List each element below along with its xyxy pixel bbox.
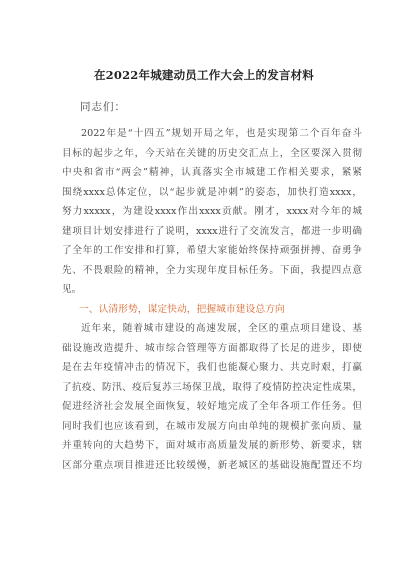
document-body — [62, 124, 362, 475]
paragraph-line: 础设施改造提升、城市综合管理等方面都取得了长足的进步，即使 — [62, 342, 362, 354]
paragraph-line: 了抗疫、防汛、疫后复苏三场保卫战，取得了疫情防控决定性成果， — [62, 381, 362, 393]
paragraph-line: 近年来，随着城市建设的高速发展，全区的重点项目建设、基 — [81, 323, 362, 334]
paragraph-line: 目标的起步之年，今天站在关键的历史交汇点上，全区要深入贯彻 — [62, 147, 362, 159]
section-heading: 一、认清形势，谋定快动，把握城市建设总方向 — [79, 303, 285, 315]
paragraph-line: 并重转向的大趋势下，面对城市高质量发展的新形势、新要求，辖 — [62, 440, 362, 451]
paragraph-line: 先、不畏艰险的精神，全力实现年度目标任务。下面，我提四点意 — [62, 264, 362, 276]
salutation: 同志们： — [80, 101, 126, 113]
paragraph-line: 区部分重点项目推进还比较缓慢，新老城区的基础设施配置还不均 — [62, 459, 362, 471]
paragraph-line: 见。 — [62, 284, 82, 295]
paragraph-line: 建项目计划安排进行了说明，xxxx进行了交流发言，都进一步明确 — [62, 225, 362, 237]
paragraph-line: 促进经济社会发展全面恢复，较好地完成了全年各项工作任务。但 — [62, 401, 362, 412]
paragraph-line: 了全年的工作安排和打算，希望大家能始终保持顽强拼搏、奋勇争 — [62, 245, 362, 256]
paragraph-line: 是在去年疫情冲击的情况下，我们也能凝心聚力、共克时艰，打赢 — [62, 362, 362, 373]
paragraph-line: 努力xxxxx，为建设xxxx作出xxxx贡献。刚才，xxxx对今年的城 — [62, 206, 362, 217]
paragraph-line: 2022年是“十四五”规划开局之年，也是实现第二个百年奋斗 — [81, 128, 362, 139]
paragraph-line: 同时我们也应该看到，在城市发展方向由单纯的规模扩张向质、量 — [62, 420, 362, 432]
paragraph-line: 中央和省市“两会”精神，认真落实全市城建工作相关要求，紧紧 — [62, 167, 362, 178]
paragraph-line: 围绕xxxx总体定位，以“起步就是冲刺”的姿态，加快打造xxxx， — [62, 186, 362, 198]
document-title: 在2022年城建动员工作大会上的发言材料 — [93, 68, 314, 82]
